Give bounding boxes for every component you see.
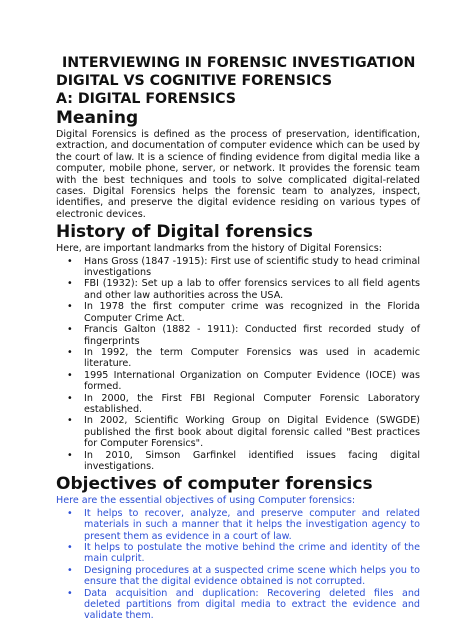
document-page (56, 54, 420, 622)
list-item-text: Designing procedures at a suspected crime scene which helps you to ensure that the digital evidence obtained is not corrupted. (84, 564, 420, 588)
list-item-text: In 2000, the First FBI Regional Computer Forensic Laboratory established. (84, 392, 420, 415)
bullet-icon: • (67, 392, 73, 404)
list-item-text: It helps to postulate the motive behind the crime and identity of the main culprit. (84, 542, 420, 565)
list-item-text: Hans Gross (1847 -1915): First use of scientific study to head criminal investigations (84, 255, 420, 279)
history-list (56, 256, 420, 473)
list-item-text: In 2010, Simson Garfinkel identified issues facing digital investigations. (84, 449, 420, 472)
title-line-2: DIGITAL VS COGNITIVE FORENSICS (56, 73, 333, 89)
bullet-icon: • (67, 346, 73, 358)
list-item (67, 564, 420, 588)
list-item (67, 255, 420, 279)
bullet-icon: • (67, 301, 73, 313)
meaning-paragraph: Digital Forensics is defined as the process of preservation, identification, extraction, and documentation of computer evidence which can be used by the court of law. It is a science of finding evidence from digital media like a computer, mobile phone, server, or network. It provides the forensic team with the best techniques and tools to solve complicated digital-related cases. Digital Forensics helps the forensic team to analyzes, inspect, identifies, and preserve the digital evidence residing on various types of electronic devices. (56, 129, 420, 220)
bullet-icon: • (67, 324, 73, 336)
title-line-1: INTERVIEWING IN FORENSIC INVESTIGATION (62, 55, 416, 71)
bullet-icon: • (67, 278, 73, 290)
bullet-icon: • (67, 507, 73, 519)
objectives-list (56, 508, 420, 622)
bullet-icon: • (67, 587, 73, 599)
list-item-text: Francis Galton (1882 - 1911): Conducted first recorded study of fingerprints (84, 324, 420, 347)
objectives-heading: Objectives of computer forensics (56, 474, 373, 495)
list-item (67, 449, 420, 473)
list-item (67, 278, 420, 301)
title-line-3: A: DIGITAL FORENSICS (56, 91, 237, 107)
history-heading: History of Digital forensics (56, 222, 313, 243)
list-item-text: In 1978 the first computer crime was recognized in the Florida Computer Crime Act. (84, 301, 420, 324)
bullet-icon: • (67, 542, 73, 553)
list-item (67, 346, 420, 370)
list-item (67, 587, 420, 622)
list-item (67, 301, 420, 324)
bullet-icon: • (67, 415, 73, 427)
list-item (67, 507, 420, 542)
bullet-icon: • (67, 255, 73, 267)
bullet-icon: • (67, 564, 73, 576)
list-item-text: Data acquisition and duplication: Recovering deleted files and deleted partitions from digital media to extract the evidence and validate them. (84, 587, 420, 622)
list-item (67, 369, 420, 393)
document-title (56, 54, 420, 108)
bullet-icon: • (67, 449, 73, 461)
list-item-text: 1995 International Organization on Computer Evidence (IOCE) was formed. (84, 369, 420, 393)
meaning-heading: Meaning (56, 108, 139, 128)
list-item (67, 324, 420, 347)
history-intro: Here, are important landmarks from the history of Digital Forensics: (56, 243, 382, 255)
list-item (67, 392, 420, 416)
list-item (67, 415, 420, 450)
list-item-text: In 2002, Scientific Working Group on Digital Evidence (SWGDE) published the first book about digital forensic called "Best practices for Computer Forensics". (84, 415, 420, 450)
list-item (67, 542, 420, 565)
bullet-icon: • (67, 369, 73, 381)
list-item-text: In 1992, the term Computer Forensics was used in academic literature. (84, 346, 420, 370)
list-item-text: FBI (1932): Set up a lab to offer forensics services to all field agents and other law authorities across the USA. (84, 278, 420, 301)
objectives-intro: Here are the essential objectives of using Computer forensics: (56, 495, 356, 507)
list-item-text: It helps to recover, analyze, and preserve computer and related materials in such a manner that it helps the investigation agency to present them as evidence in a court of law. (84, 507, 420, 542)
